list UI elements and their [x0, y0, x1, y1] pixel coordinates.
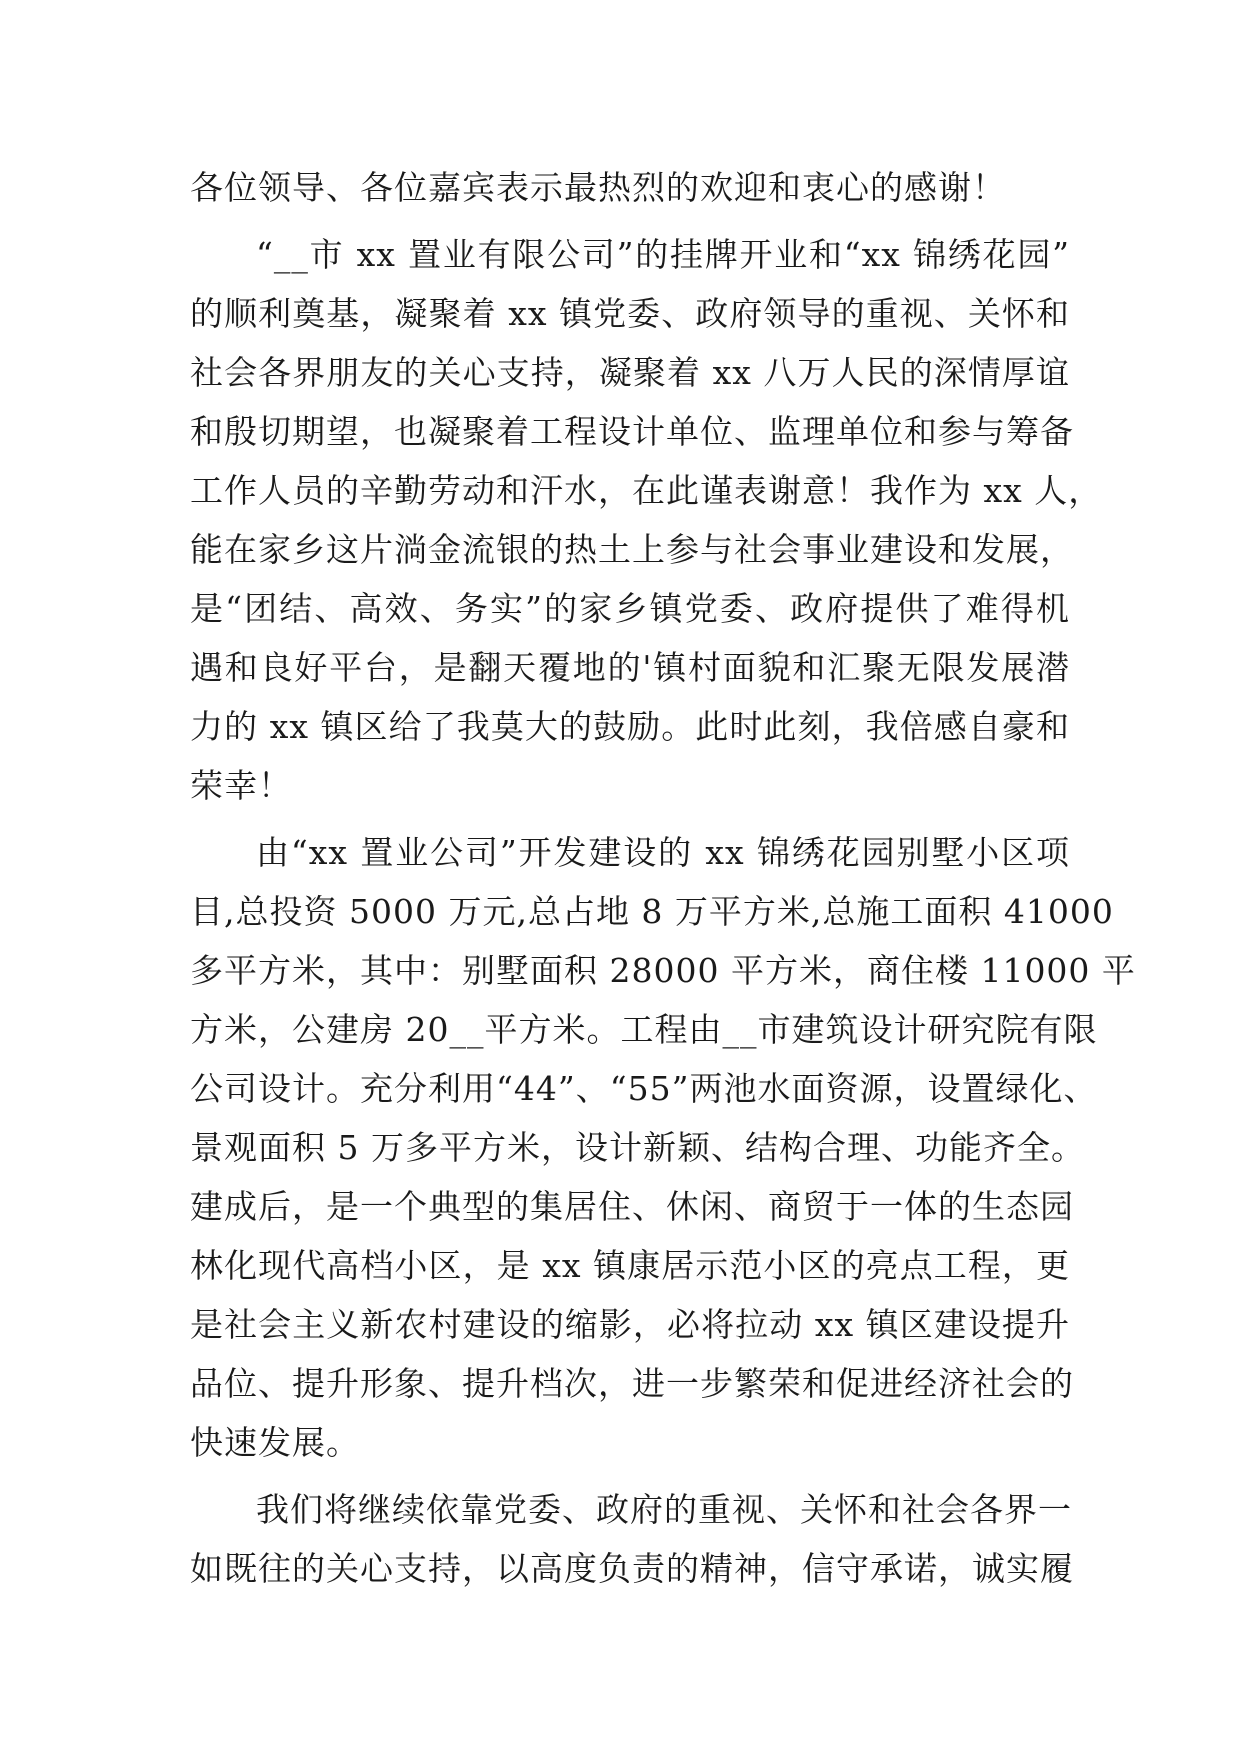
text-line: 社会各界朋友的关心支持，凝聚着 xx 八万人民的深情厚谊 — [190, 353, 1070, 392]
text-line: 我们将继续依靠党委、政府的重视、关怀和社会各界一 — [256, 1490, 1072, 1529]
paragraph-gap — [190, 217, 1070, 225]
text-line: 多平方米，其中：别墅面积 28000 平方米，商住楼 11000 平 — [190, 951, 1136, 990]
text-line: 各位领导、各位嘉宾表示最热烈的欢迎和衷心的感谢！ — [190, 168, 1006, 207]
paragraph-gap — [190, 1472, 1070, 1480]
text-line: 荣幸！ — [190, 766, 292, 805]
text-line: 是社会主义新农村建设的缩影，必将拉动 xx 镇区建设提升 — [190, 1305, 1070, 1344]
text-line: 目,总投资 5000 万元,总占地 8 万平方米,总施工面积 41000 — [190, 892, 1114, 931]
document-body — [190, 158, 1136, 1598]
text-line: 力的 xx 镇区给了我莫大的鼓励。此时此刻，我倍感自豪和 — [190, 707, 1070, 746]
text-line: 建成后，是一个典型的集居住、休闲、商贸于一体的生态园 — [190, 1187, 1074, 1226]
text-line: 和殷切期望，也凝聚着工程设计单位、监理单位和参与筹备 — [190, 412, 1074, 451]
text-line: 景观面积 5 万多平方米，设计新颖、结构合理、功能齐全。 — [190, 1128, 1085, 1167]
text-line: 快速发展。 — [190, 1423, 360, 1462]
text-line: 由“xx 置业公司”开发建设的 xx 锦绣花园别墅小区项 — [256, 833, 1070, 872]
text-line: 遇和良好平台，是翻天覆地的'镇村面貌和汇聚无限发展潜 — [190, 648, 1070, 687]
text-line: 公司设计。充分利用“44”、“55”两池水面资源，设置绿化、 — [190, 1069, 1098, 1108]
text-line: “__市 xx 置业有限公司”的挂牌开业和“xx 锦绣花园” — [256, 235, 1070, 274]
text-line: 的顺利奠基，凝聚着 xx 镇党委、政府领导的重视、关怀和 — [190, 294, 1070, 333]
text-line: 品位、提升形象、提升档次，进一步繁荣和促进经济社会的 — [190, 1364, 1074, 1403]
text-line: 如既往的关心支持，以高度负责的精神，信守承诺，诚实履 — [190, 1549, 1074, 1588]
text-line: 林化现代高档小区，是 xx 镇康居示范小区的亮点工程，更 — [190, 1246, 1070, 1285]
text-line: 工作人员的辛勤劳动和汗水，在此谨表谢意！我作为 xx 人， — [190, 471, 1103, 510]
text-line: 是“团结、高效、务实”的家乡镇党委、政府提供了难得机 — [190, 589, 1070, 628]
text-line: 能在家乡这片淌金流银的热土上参与社会事业建设和发展， — [190, 530, 1074, 569]
text-line: 方米，公建房 20__平方米。工程由__市建筑设计研究院有限 — [190, 1010, 1098, 1049]
paragraph-gap — [190, 815, 1070, 823]
